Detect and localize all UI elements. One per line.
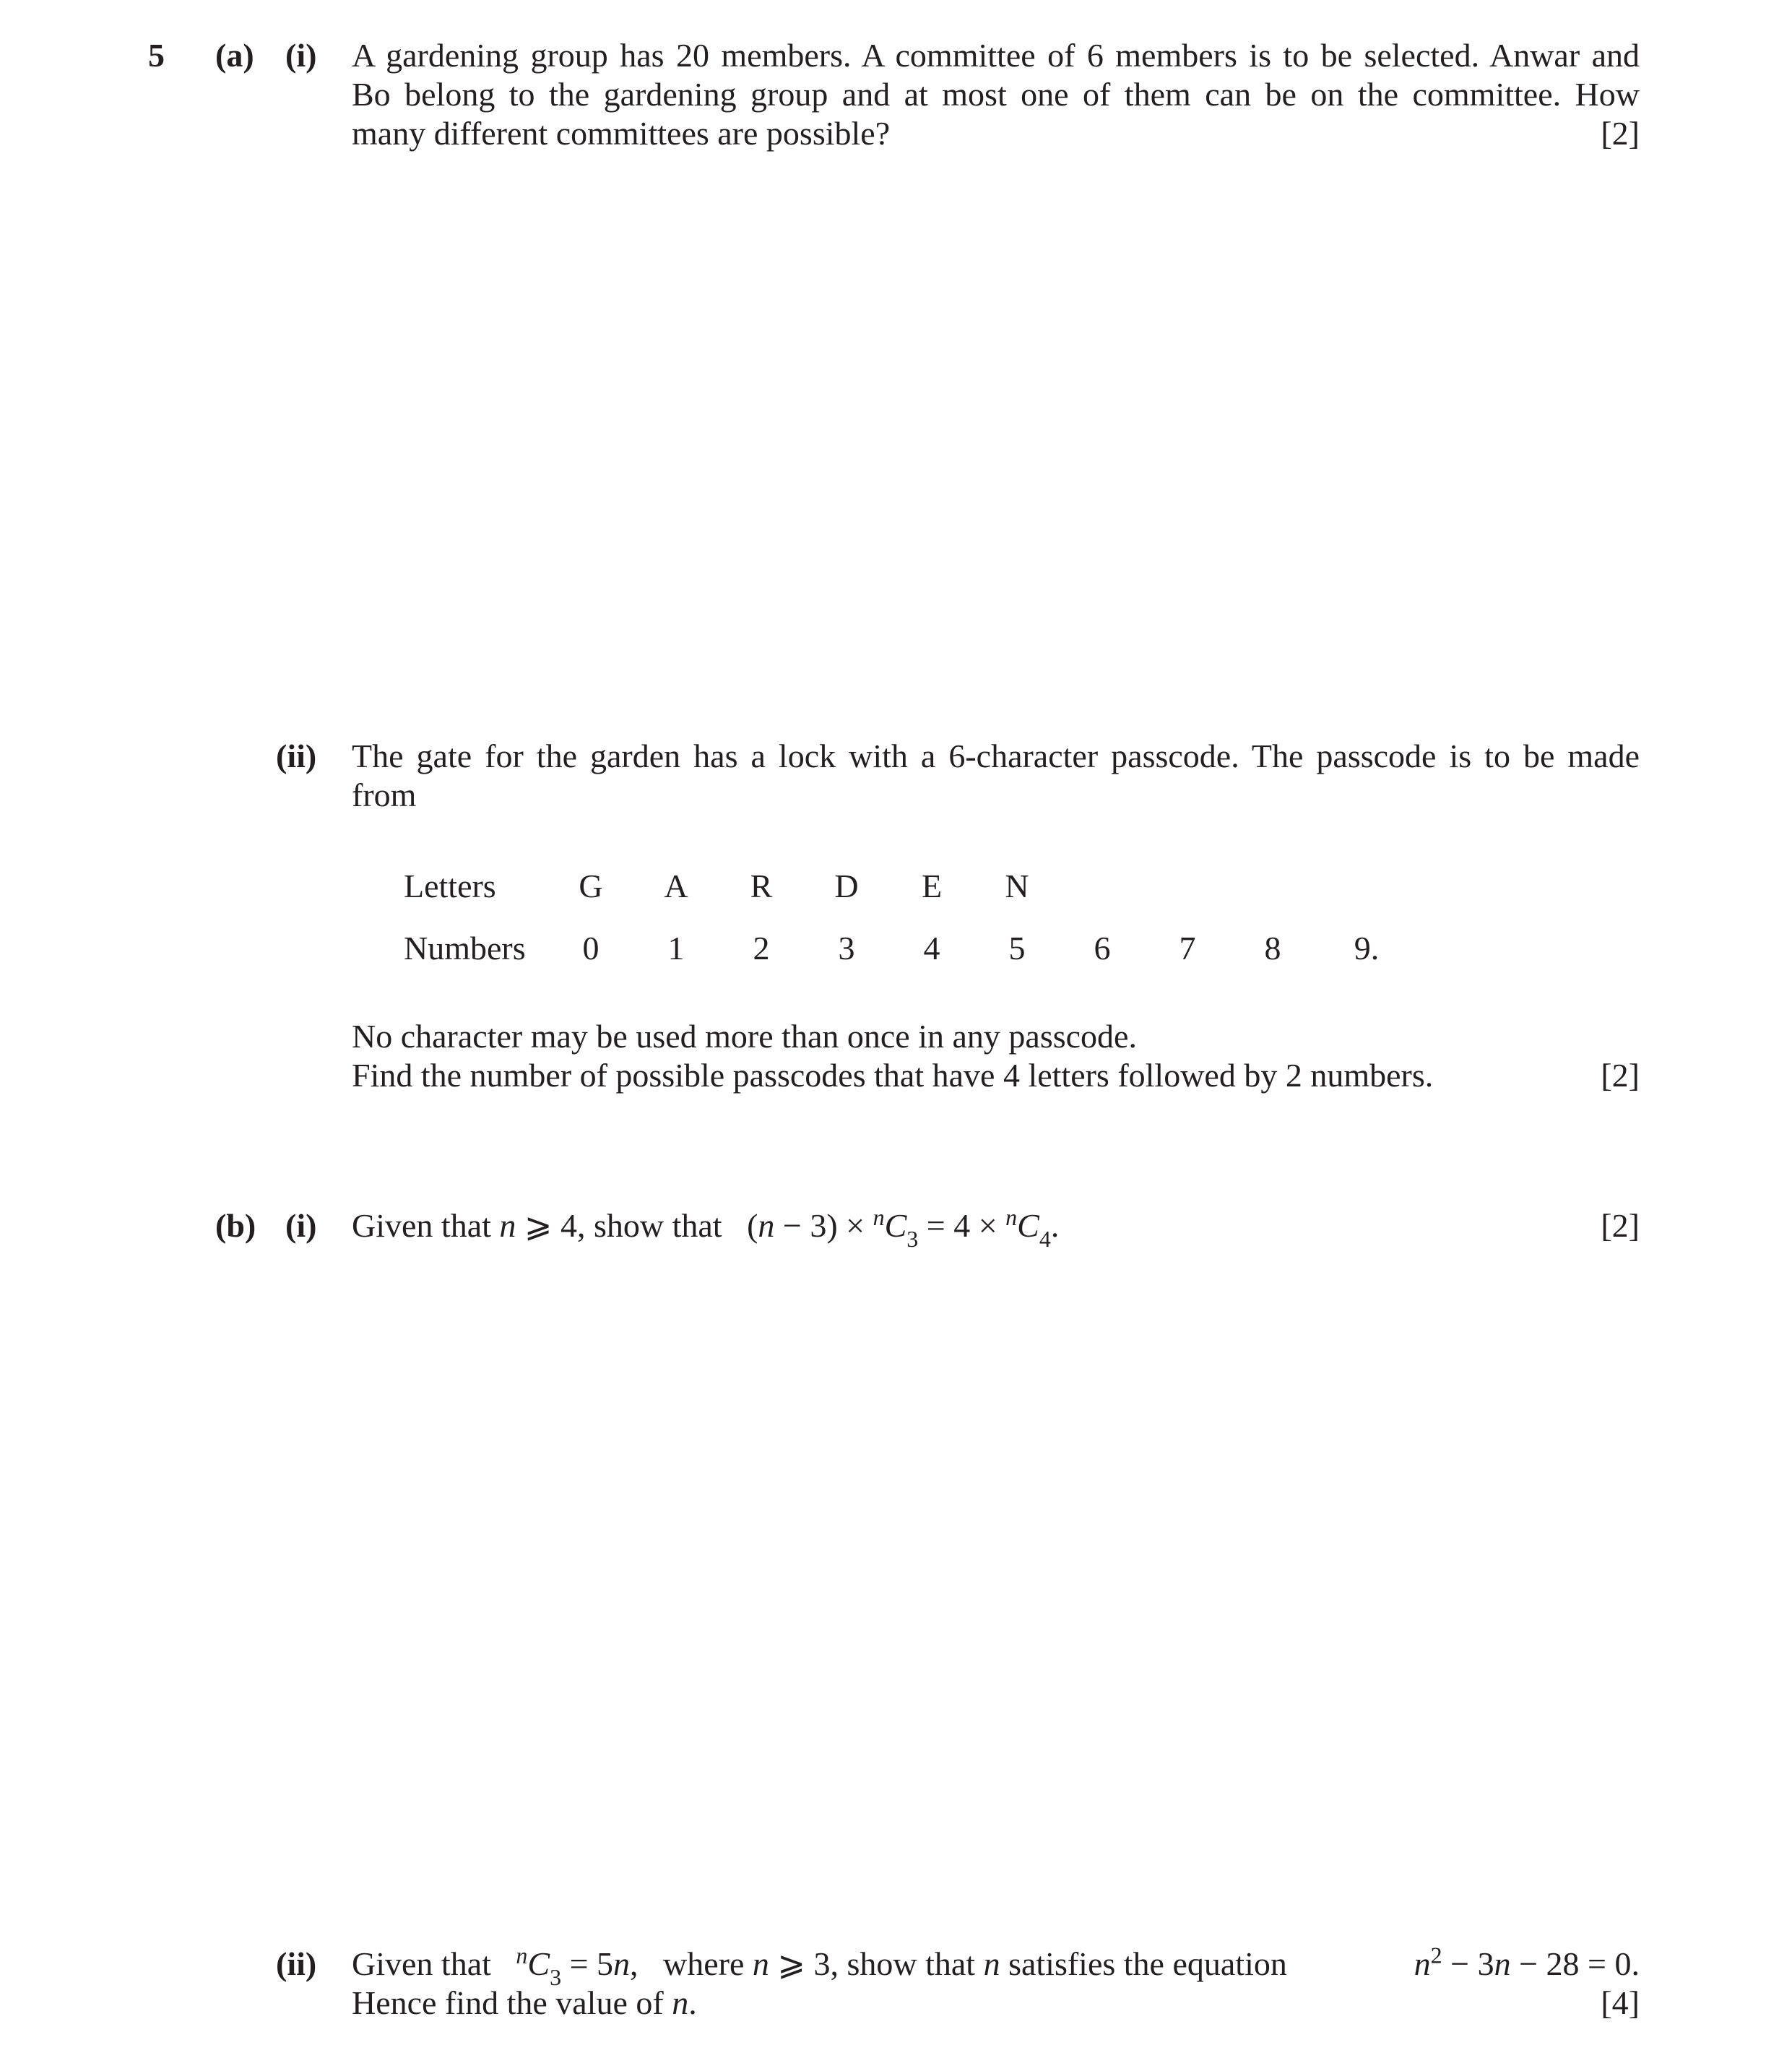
text-fragment: satisfies the equation [1008,1945,1287,1982]
part-b-i-marks: [2] [1601,1207,1640,1244]
numbers-label: Numbers [404,930,526,967]
part-b-i-label: (i) [285,1207,317,1244]
number-cell: 6 [1094,930,1111,967]
part-a-ii-rule-line: No character may be used more than once in any passcode. [352,1018,1137,1055]
letter-cell: G [579,868,603,904]
part-a-ii-text [352,737,1640,815]
text-fragment: Hence find the value of [352,1984,664,2021]
part-b-ii-line2: Hence find the value of n. [352,1984,697,2021]
number-cell: 7 [1179,930,1196,967]
number-cell: 9. [1354,930,1380,967]
text-fragment: Given that [352,1945,491,1982]
part-a-ii-question-line: Find the number of possible passcodes that have 4 letters followed by 2 numbers. [352,1057,1434,1094]
number-cell: 0 [582,930,600,967]
text-line: from [352,777,417,813]
part-b-label: (b) [215,1207,256,1244]
part-a-i-text [352,36,1640,153]
text-fragment: 4, show that [560,1207,722,1244]
letters-label: Letters [404,868,496,904]
letter-cell: E [921,868,943,904]
part-a-i-label: (i) [285,37,317,74]
number-cell: 5 [1008,930,1026,967]
part-a-ii-marks: [2] [1601,1057,1640,1094]
text-fragment: 3, show that [813,1945,976,1982]
part-b-i-text: Given that n ⩾ 4, show that $(n - 3) \times ^nC_3 = 4 \times ^nC_4$. [352,1204,1060,1252]
letter-cell: N [1005,868,1029,904]
question-number: 5 [148,37,165,74]
part-b-ii-equation: $n^2 - 3n - 28 = 0$. [1414,1942,1640,1982]
text-line: The gate for the garden has a lock with a 6-character passcode. The passcode is to be made [352,738,1640,774]
number-cell: 4 [923,930,940,967]
part-b-ii-marks: [4] [1601,1984,1640,2021]
letter-cell: R [750,868,773,904]
number-cell: 2 [753,930,770,967]
part-a-i-marks: [2] [1601,115,1640,152]
part-a-ii-label: (ii) [276,738,317,774]
text-line: A gardening group has 20 members. A committee of 6 members is to be selected. Anwar and [352,37,1640,74]
letter-cell: A [664,868,688,904]
part-a-label: (a) [215,37,254,74]
number-cell: 1 [667,930,685,967]
part-b-ii-line1: Given that $^nC_3 = 5n$, where n ⩾ 3, show that n satisfies the equation [352,1942,1287,1990]
text-fragment: where [663,1945,745,1982]
text-line: Bo belong to the gardening group and at most one of them can be on the committee. How [352,76,1640,113]
number-cell: 3 [838,930,855,967]
text-line: many different committees are possible? [352,115,891,152]
letter-cell: D [834,868,859,904]
part-b-ii-label: (ii) [276,1945,317,1982]
text-fragment: Given that [352,1207,491,1244]
number-cell: 8 [1264,930,1281,967]
